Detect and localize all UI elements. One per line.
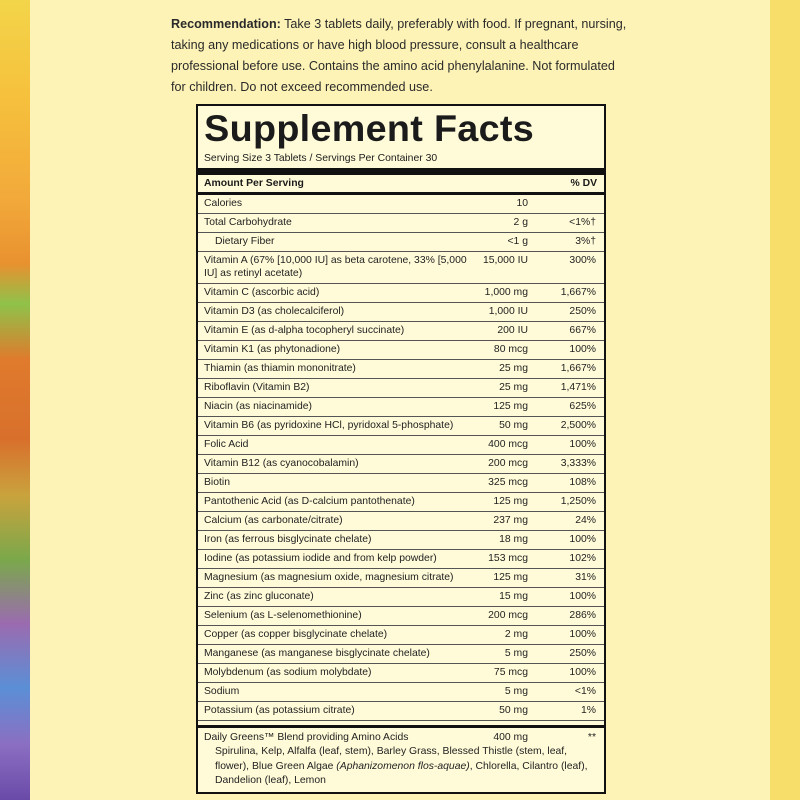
amount-header-label: Amount Per Serving <box>204 178 304 189</box>
nutrient-name: Selenium (as L-selenomethionine) <box>204 610 362 621</box>
nutrient-amount: 2 g <box>513 217 528 228</box>
nutrient-name: Iodine (as potassium iodide and from kelp powder) <box>204 553 437 564</box>
nutrient-amount: 50 mg <box>499 420 528 431</box>
nutrient-amount: 200 IU <box>497 325 528 336</box>
nutrient-amount: 80 mcg <box>493 344 528 355</box>
nutrient-row <box>198 195 604 214</box>
nutrient-row <box>198 588 604 607</box>
nutrient-name: Calories <box>204 198 243 209</box>
nutrient-amount: 1,000 IU <box>488 306 528 317</box>
nutrient-dv: 250% <box>569 306 596 317</box>
blend-dv: ** <box>587 732 596 743</box>
amount-header-row <box>198 175 604 195</box>
nutrient-amount: 325 mcg <box>488 477 528 488</box>
nutrient-name: Calcium (as carbonate/citrate) <box>204 515 343 526</box>
nutrient-row <box>198 398 604 417</box>
nutrient-row <box>198 626 604 645</box>
blend-desc-post: , Chlorella, Cilantro (leaf), Dandelion (leaf), Lemon <box>215 760 588 786</box>
nutrient-name: Sodium <box>204 686 240 697</box>
nutrient-dv: 100% <box>569 534 596 545</box>
nutrient-amount: 25 mg <box>499 363 528 374</box>
recommendation-label: Recommendation: <box>171 17 281 31</box>
nutrient-name: Biotin <box>204 477 230 488</box>
nutrient-name: Niacin (as niacinamide) <box>204 401 312 412</box>
nutrient-row <box>198 569 604 588</box>
blend-row <box>198 728 604 744</box>
nutrient-name: Zinc (as zinc gluconate) <box>204 591 314 602</box>
nutrient-row <box>198 252 604 284</box>
nutrient-row <box>198 550 604 569</box>
nutrient-row <box>198 607 604 626</box>
nutrient-dv: 250% <box>569 648 596 659</box>
nutrient-amount: 18 mg <box>499 534 528 545</box>
nutrient-dv: 3,333% <box>560 458 596 469</box>
nutrient-name: Riboflavin (Vitamin B2) <box>204 382 310 393</box>
nutrient-amount: 400 mcg <box>488 439 528 450</box>
recommendation-body: Take 3 tablets daily, preferably with food. If pregnant, nursing, taking any medications or have high blood pressure, consult a healthcare professional before use. Contains the amino acid phenylalanine. Not formulated for children. Do not exceed recommended use. <box>171 17 627 94</box>
nutrient-name: Folic Acid <box>204 439 249 450</box>
nutrient-row <box>198 233 604 252</box>
nutrient-row <box>198 531 604 550</box>
nutrient-row <box>198 322 604 341</box>
nutrient-amount: 2 mg <box>504 629 528 640</box>
nutrient-dv: 24% <box>575 515 596 526</box>
nutrient-dv: <1%† <box>569 217 596 228</box>
package-right-edge <box>770 0 800 800</box>
nutrient-row <box>198 493 604 512</box>
dv-header-label: % DV <box>570 178 597 189</box>
nutrient-name: Dietary Fiber <box>215 236 275 247</box>
nutrient-amount: 1,000 mg <box>484 287 528 298</box>
nutrient-amount: 153 mcg <box>488 553 528 564</box>
nutrient-name: Total Carbohydrate <box>204 217 292 228</box>
nutrient-amount: 125 mg <box>493 401 528 412</box>
nutrient-amount: 5 mg <box>504 648 528 659</box>
nutrient-name: Vitamin E (as d-alpha tocopheryl succinate) <box>204 325 405 336</box>
nutrient-name: Vitamin C (ascorbic acid) <box>204 287 320 298</box>
nutrient-dv: 100% <box>569 629 596 640</box>
nutrient-dv: 3%† <box>575 236 596 247</box>
nutrient-name: Vitamin B12 (as cyanocobalamin) <box>204 458 359 469</box>
recommendation-text <box>171 14 631 98</box>
nutrient-amount: 15 mg <box>499 591 528 602</box>
nutrient-row <box>198 303 604 322</box>
nutrient-dv: 108% <box>569 477 596 488</box>
nutrient-row <box>198 645 604 664</box>
nutrient-dv: 300% <box>569 255 596 266</box>
nutrient-row <box>198 702 604 721</box>
package-side-artwork <box>0 0 30 800</box>
nutrient-name: Potassium (as potassium citrate) <box>204 705 355 716</box>
nutrient-dv: 100% <box>569 591 596 602</box>
nutrient-amount: 200 mcg <box>488 458 528 469</box>
nutrient-dv: 625% <box>569 401 596 412</box>
nutrient-amount: 25 mg <box>499 382 528 393</box>
nutrient-name: Magnesium (as magnesium oxide, magnesium citrate) <box>204 572 454 583</box>
nutrient-name: Manganese (as manganese bisglycinate chelate) <box>204 648 430 659</box>
nutrient-row <box>198 379 604 398</box>
nutrient-dv: 1,471% <box>560 382 596 393</box>
facts-title: Supplement Facts <box>204 108 535 149</box>
nutrient-dv: 1,667% <box>560 363 596 374</box>
nutrient-dv: 1% <box>580 705 596 716</box>
blend-amount: 400 mg <box>493 732 528 743</box>
nutrient-row <box>198 360 604 379</box>
nutrient-row <box>198 436 604 455</box>
nutrient-amount: 50 mg <box>499 705 528 716</box>
nutrient-name: Thiamin (as thiamin mononitrate) <box>204 363 356 374</box>
nutrient-name: Copper (as copper bisglycinate chelate) <box>204 629 388 640</box>
nutrient-amount: 15,000 IU <box>482 255 528 266</box>
nutrient-amount: <1 g <box>507 236 528 247</box>
nutrient-amount: 5 mg <box>504 686 528 697</box>
nutrient-dv: 2,500% <box>560 420 596 431</box>
nutrient-row <box>198 683 604 702</box>
serving-info: Serving Size 3 Tablets / Servings Per Container 30 <box>198 149 604 175</box>
nutrient-name: Iron (as ferrous bisglycinate chelate) <box>204 534 372 545</box>
nutrient-row <box>198 417 604 436</box>
blend-desc-pre: Spirulina, Kelp, Alfalfa (leaf, stem), Barley Grass, Blessed Thistle (stem, leaf, flower), Blue Green Algae <box>215 746 568 772</box>
nutrient-row <box>198 474 604 493</box>
nutrient-dv: 31% <box>575 572 596 583</box>
nutrient-dv: <1% <box>574 686 596 697</box>
nutrient-amount: 125 mg <box>493 496 528 507</box>
nutrient-row <box>198 341 604 360</box>
nutrient-rows <box>198 195 604 725</box>
nutrient-name: Molybdenum (as sodium molybdate) <box>204 667 372 678</box>
nutrient-row <box>198 214 604 233</box>
nutrient-dv: 1,250% <box>560 496 596 507</box>
nutrient-name: Vitamin A (67% [10,000 IU] as beta carotene, 33% [5,000 IU] as retinyl acetate) <box>204 255 467 279</box>
nutrient-amount: 125 mg <box>493 572 528 583</box>
nutrient-name: Pantothenic Acid (as D-calcium pantothenate) <box>204 496 415 507</box>
blend-desc-italic: (Aphanizomenon flos-aquae) <box>336 760 470 772</box>
nutrient-amount: 200 mcg <box>488 610 528 621</box>
nutrient-amount: 10 <box>516 198 528 209</box>
nutrient-dv: 100% <box>569 344 596 355</box>
supplement-facts-box <box>196 104 606 794</box>
nutrient-row <box>198 512 604 531</box>
nutrient-amount: 75 mcg <box>493 667 528 678</box>
nutrient-dv: 667% <box>569 325 596 336</box>
nutrient-name: Vitamin K1 (as phytonadione) <box>204 344 341 355</box>
nutrient-row <box>198 455 604 474</box>
nutrient-row <box>198 664 604 683</box>
nutrient-name: Vitamin D3 (as cholecalciferol) <box>204 306 345 317</box>
nutrient-dv: 102% <box>569 553 596 564</box>
nutrient-row <box>198 284 604 303</box>
nutrient-dv: 100% <box>569 667 596 678</box>
blend-name: Daily Greens™ Blend providing Amino Acids <box>204 732 409 743</box>
nutrient-dv: 286% <box>569 610 596 621</box>
blend-description <box>198 744 604 789</box>
nutrient-dv: 100% <box>569 439 596 450</box>
nutrient-amount: 237 mg <box>493 515 528 526</box>
nutrient-dv: 1,667% <box>560 287 596 298</box>
nutrient-name: Vitamin B6 (as pyridoxine HCl, pyridoxal 5-phosphate) <box>204 420 454 431</box>
